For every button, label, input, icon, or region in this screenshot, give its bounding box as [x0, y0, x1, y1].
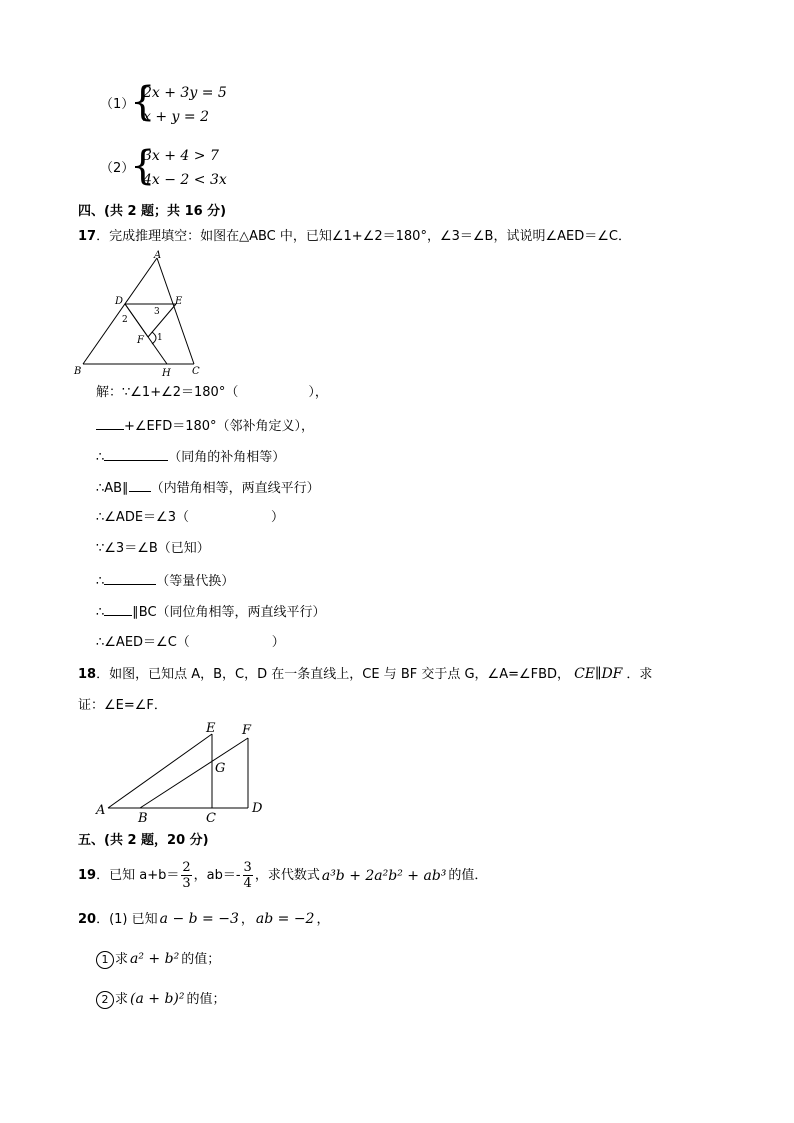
q17-line7	[96, 571, 234, 591]
q16-part2-ineq1: 3x + 4 > 7	[143, 148, 219, 164]
q20-item1-a: 求	[115, 952, 129, 967]
q19-text-b: ，ab＝-	[193, 867, 241, 883]
q19-frac1-num: 2	[182, 860, 191, 875]
q19-text-d: 的值．	[448, 867, 488, 883]
q17-line8-b: ∥BC（同位角相等，两直线平行）	[132, 605, 326, 620]
q17-line3	[96, 447, 285, 467]
q17-label-D: D	[115, 296, 124, 307]
q20-item2-b: 的值；	[186, 992, 226, 1007]
section5-title: 五、(共 2 题，20 分)	[78, 833, 209, 848]
q17-angle-3: 3	[154, 307, 160, 317]
q18-stem-1: ．如图，已知点 A，B，C，D 在一条直线上，CE 与 BF 交于点 G，∠A=∠FBD，	[96, 667, 571, 682]
q19-line	[78, 860, 487, 891]
q16-part1-brace: {	[130, 79, 156, 125]
q20-cond2: ab = −2	[255, 911, 315, 927]
q18-label-A: A	[96, 803, 106, 818]
q20-intro-b: ，	[240, 912, 254, 927]
q17-line6: ∵∠3＝∠B（已知）	[96, 541, 210, 556]
q19-fraction-1	[181, 860, 191, 891]
q20-item1-circle: 1	[96, 951, 114, 969]
q17-triangle-figure	[70, 248, 210, 380]
q18-figure	[90, 718, 275, 826]
q18-label-B: B	[138, 811, 148, 826]
q17-blank-3[interactable]	[104, 447, 168, 461]
q17-label-A: A	[154, 250, 162, 261]
q17-label-E: E	[175, 296, 183, 307]
q20-item2-expr: (a + b)²	[130, 991, 185, 1007]
q17-angle-2: 2	[122, 315, 128, 325]
q18-label-F: F	[242, 723, 252, 738]
q17-line2-text: +∠EFD＝180°（邻补角定义），	[124, 419, 315, 434]
q16-part1-eq2: x + y = 2	[143, 109, 209, 125]
q17-stem-text: ．完成推理填空：如图在△ABC 中，已知∠1+∠2＝180°，∠3＝∠B，试说明∠AED＝∠C．	[96, 229, 631, 244]
q20-intro	[78, 910, 329, 929]
q17-line5-b: ）	[270, 510, 284, 525]
q18-label-C: C	[206, 811, 216, 826]
q17-line1-a: 解：∵∠1+∠2＝180°（	[96, 385, 239, 400]
q16-part2-brace: {	[130, 143, 156, 189]
q17-line8-a: ∴	[96, 605, 105, 620]
q17-line5-a: ∴∠ADE＝∠3（	[96, 510, 189, 525]
q17-line3-a: ∴	[96, 450, 105, 465]
q17-label-F: F	[137, 335, 144, 346]
q20-item2-circle: 2	[96, 991, 114, 1009]
q20-item1-b: 的值；	[181, 952, 221, 967]
q17-label-C: C	[192, 366, 200, 377]
q18-number: 18	[78, 667, 97, 682]
q16-part2-ineq2: 4x − 2 < 3x	[143, 172, 227, 188]
q17-label-H: H	[162, 368, 171, 379]
q20-number: 20	[78, 912, 97, 927]
q16-part1-eq1: 2x + 3y = 5	[143, 85, 227, 101]
q17-blank-7[interactable]	[104, 571, 156, 585]
q20-item1-expr: a² + b²	[130, 951, 180, 967]
q18-stem-2: ．求	[626, 667, 653, 682]
q17-line4-b: （内错角相等，两直线平行）	[150, 481, 320, 496]
q17-line1-b: ），	[308, 385, 328, 400]
q18-label-E: E	[206, 721, 216, 736]
q17-line4-a: ∴AB∥	[96, 481, 129, 496]
q19-frac2-num: 3	[243, 860, 252, 875]
q20-intro-a: ．(1) 已知	[96, 912, 158, 927]
q17-line7-a: ∴	[96, 574, 105, 589]
q17-line9	[96, 634, 285, 652]
q17-angle-1: 1	[157, 333, 163, 343]
q17-blank-8[interactable]	[104, 602, 132, 616]
q17-line9-b: ）	[271, 635, 285, 650]
q18-label-G: G	[215, 761, 226, 776]
q18-label-D: D	[252, 801, 263, 816]
q20-item1	[96, 950, 220, 969]
q17-line3-b: （同角的补角相等）	[168, 450, 286, 465]
q17-line7-b: （等量代换）	[156, 574, 235, 589]
section4-title: 四、(共 2 题；共 16 分)	[78, 204, 227, 219]
q19-frac1-den: 3	[182, 876, 191, 891]
q20-intro-c: ，	[316, 912, 330, 927]
q20-item2	[96, 990, 226, 1009]
q18-stem-math: CE∥DF	[574, 666, 623, 682]
q19-frac2-den: 4	[243, 876, 252, 891]
q17-line2	[96, 416, 314, 436]
q17-line1	[96, 384, 328, 402]
q17-number: 17	[78, 229, 97, 244]
q17-blank-2[interactable]	[96, 416, 124, 430]
q18-stem-line2: 证：∠E=∠F．	[78, 698, 167, 713]
q19-fraction-2	[243, 860, 253, 891]
q17-line4	[96, 478, 320, 498]
q16-part1-label: （1）	[100, 97, 135, 112]
q19-expr: a³b + 2a²b² + ab³	[321, 867, 447, 884]
q17-line9-a: ∴∠AED＝∠C（	[96, 635, 190, 650]
q17-blank-4[interactable]	[129, 478, 151, 492]
q20-cond1: a − b = −3	[159, 911, 239, 927]
q19-text-a: ．已知 a+b＝	[96, 867, 180, 883]
q19-number: 19	[78, 867, 97, 883]
q17-line8	[96, 602, 326, 622]
q16-part2-label: （2）	[100, 161, 135, 176]
q19-text-c: ，求代数式	[254, 867, 320, 883]
q20-item2-a: 求	[115, 992, 129, 1007]
q18-stem-line1	[78, 665, 652, 684]
q17-label-B: B	[74, 366, 82, 377]
q17-line5	[96, 509, 284, 527]
q17-stem	[78, 228, 631, 246]
